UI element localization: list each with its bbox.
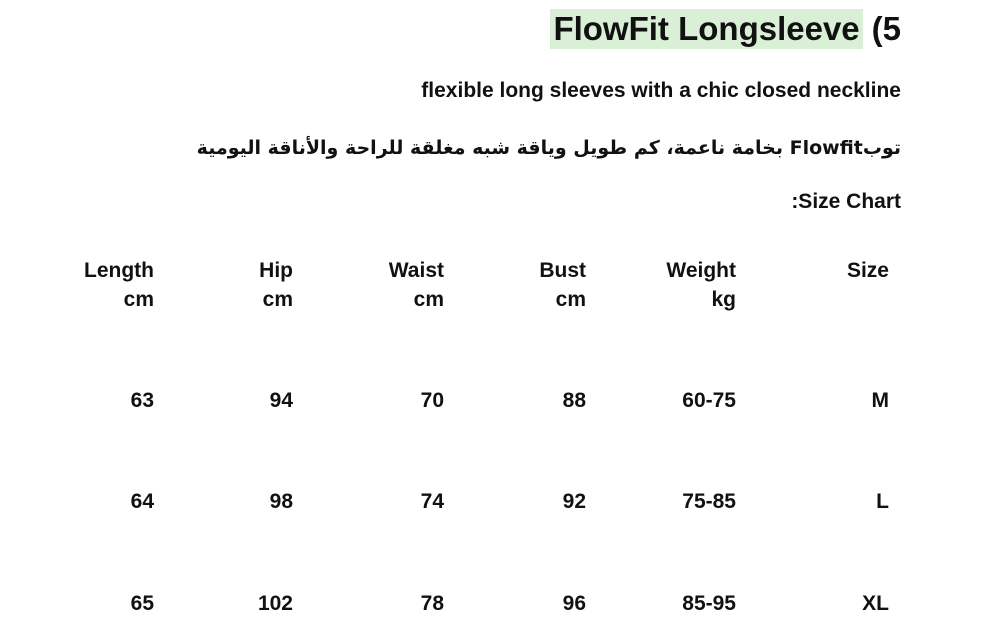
header-hip-name: Hip — [259, 259, 293, 282]
table-cell: 60-75 — [682, 389, 736, 412]
header-bust-name: Bust — [539, 259, 586, 282]
header-size — [847, 256, 889, 285]
header-waist-name: Waist — [388, 259, 444, 282]
header-length-name: Length — [84, 259, 154, 282]
table-cell: 64 — [130, 490, 154, 513]
product-name-highlighted: FlowFit Longsleeve — [550, 9, 862, 49]
header-hip-unit: cm — [262, 288, 293, 311]
product-subtitle: flexible long sleeves with a chic closed neckline — [421, 79, 901, 102]
table-cell: 102 — [257, 592, 293, 615]
table-cell: 96 — [562, 592, 586, 615]
table-cell-size: XL — [862, 592, 889, 615]
header-size-name: Size — [846, 259, 889, 282]
header-hip — [259, 256, 293, 314]
table-cell: 94 — [269, 389, 293, 412]
table-cell: 98 — [269, 490, 293, 513]
table-cell: 85-95 — [682, 592, 736, 615]
header-waist — [389, 256, 444, 314]
header-bust-unit: cm — [555, 288, 586, 311]
size-chart-heading: :Size Chart — [791, 190, 901, 213]
product-number: (5 — [871, 10, 901, 47]
header-waist-unit: cm — [413, 288, 444, 311]
table-cell: 70 — [420, 389, 444, 412]
table-cell: 65 — [130, 592, 154, 615]
table-cell-size: M — [871, 389, 889, 412]
table-cell: 74 — [420, 490, 444, 513]
header-weight-name: Weight — [666, 259, 736, 282]
header-length — [84, 256, 154, 314]
header-bust — [539, 256, 586, 314]
table-cell: 92 — [562, 490, 586, 513]
header-length-unit: cm — [123, 288, 154, 311]
arabic-description: توبFlowfit بخامة ناعمة، كم طويل وياقة شبه مغلقة للراحة والأناقة اليومية — [196, 137, 901, 159]
table-cell: 78 — [420, 592, 444, 615]
table-cell-size: L — [876, 490, 889, 513]
header-weight-unit: kg — [711, 288, 736, 311]
header-weight — [666, 256, 736, 314]
table-cell: 63 — [130, 389, 154, 412]
table-cell: 75-85 — [682, 490, 736, 513]
table-cell: 88 — [562, 389, 586, 412]
